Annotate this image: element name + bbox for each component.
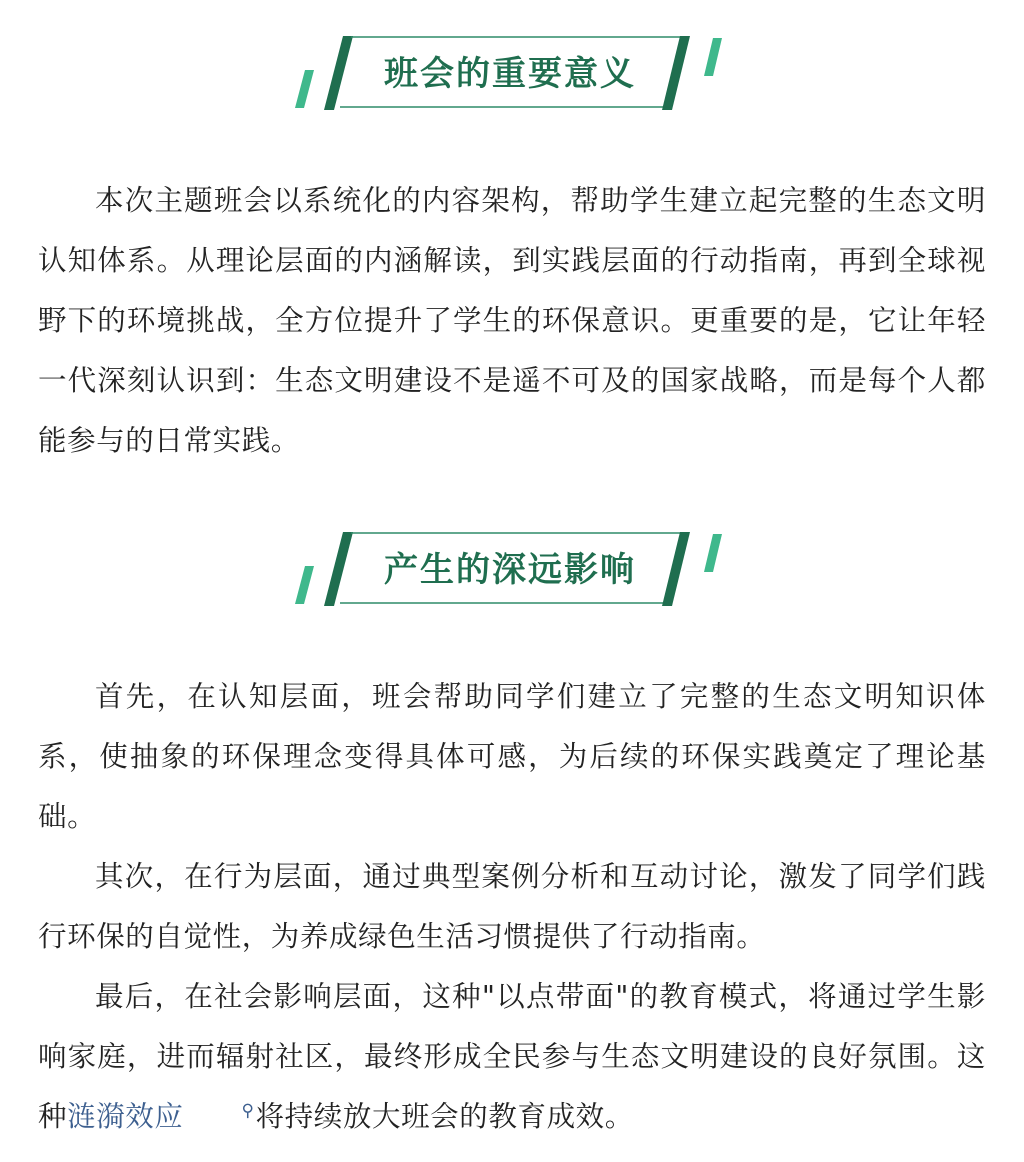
section-title: 班会的重要意义 [384,54,636,94]
section-title: 产生的深远影响 [384,550,636,590]
ripple-effect-link[interactable]: 涟漪效应 [67,1100,184,1133]
left-small-slash [295,566,314,604]
section-body-significance [38,171,986,471]
search-icon[interactable]: ⚲ [241,1100,255,1121]
right-small-slash [704,38,722,76]
section-body-impact [38,667,986,1147]
paragraph: 本次主题班会以系统化的内容架构，帮助学生建立起完整的生态文明认知体系。从理论层面的内涵解读，到实践层面的行动指南，再到全球视野下的环境挑战，全方位提升了学生的环保意识。更重要的是，它让年轻一代深刻认识到：生态文明建设不是遥不可及的国家战略，而是每个人都能参与的日常实践。 [38,184,986,457]
paragraph-text: 将持续放大班会的教育成效。 [255,1100,634,1133]
paragraph: 首先，在认知层面，班会帮助同学们建立了完整的生态文明知识体系，使抽象的环保理念变得具体可感，为后续的环保实践奠定了理论基础。 [38,680,986,833]
section-header-significance [0,30,1024,120]
paragraph: 其次，在行为层面，通过典型案例分析和互动讨论，激发了同学们践行环保的自觉性，为养成绿色生活习惯提供了行动指南。 [38,860,986,953]
left-small-slash [295,70,314,108]
section-header-impact [0,526,1024,616]
paragraph-text: 最后，在社会影响层面，这种"以点带面"的教育模式，将通过学生影响家庭，进而辐射社区，最终形成全民参与生态文明建设的良好氛围。这种 [38,980,986,1133]
paragraph-last [38,967,986,1147]
right-small-slash [704,534,722,572]
